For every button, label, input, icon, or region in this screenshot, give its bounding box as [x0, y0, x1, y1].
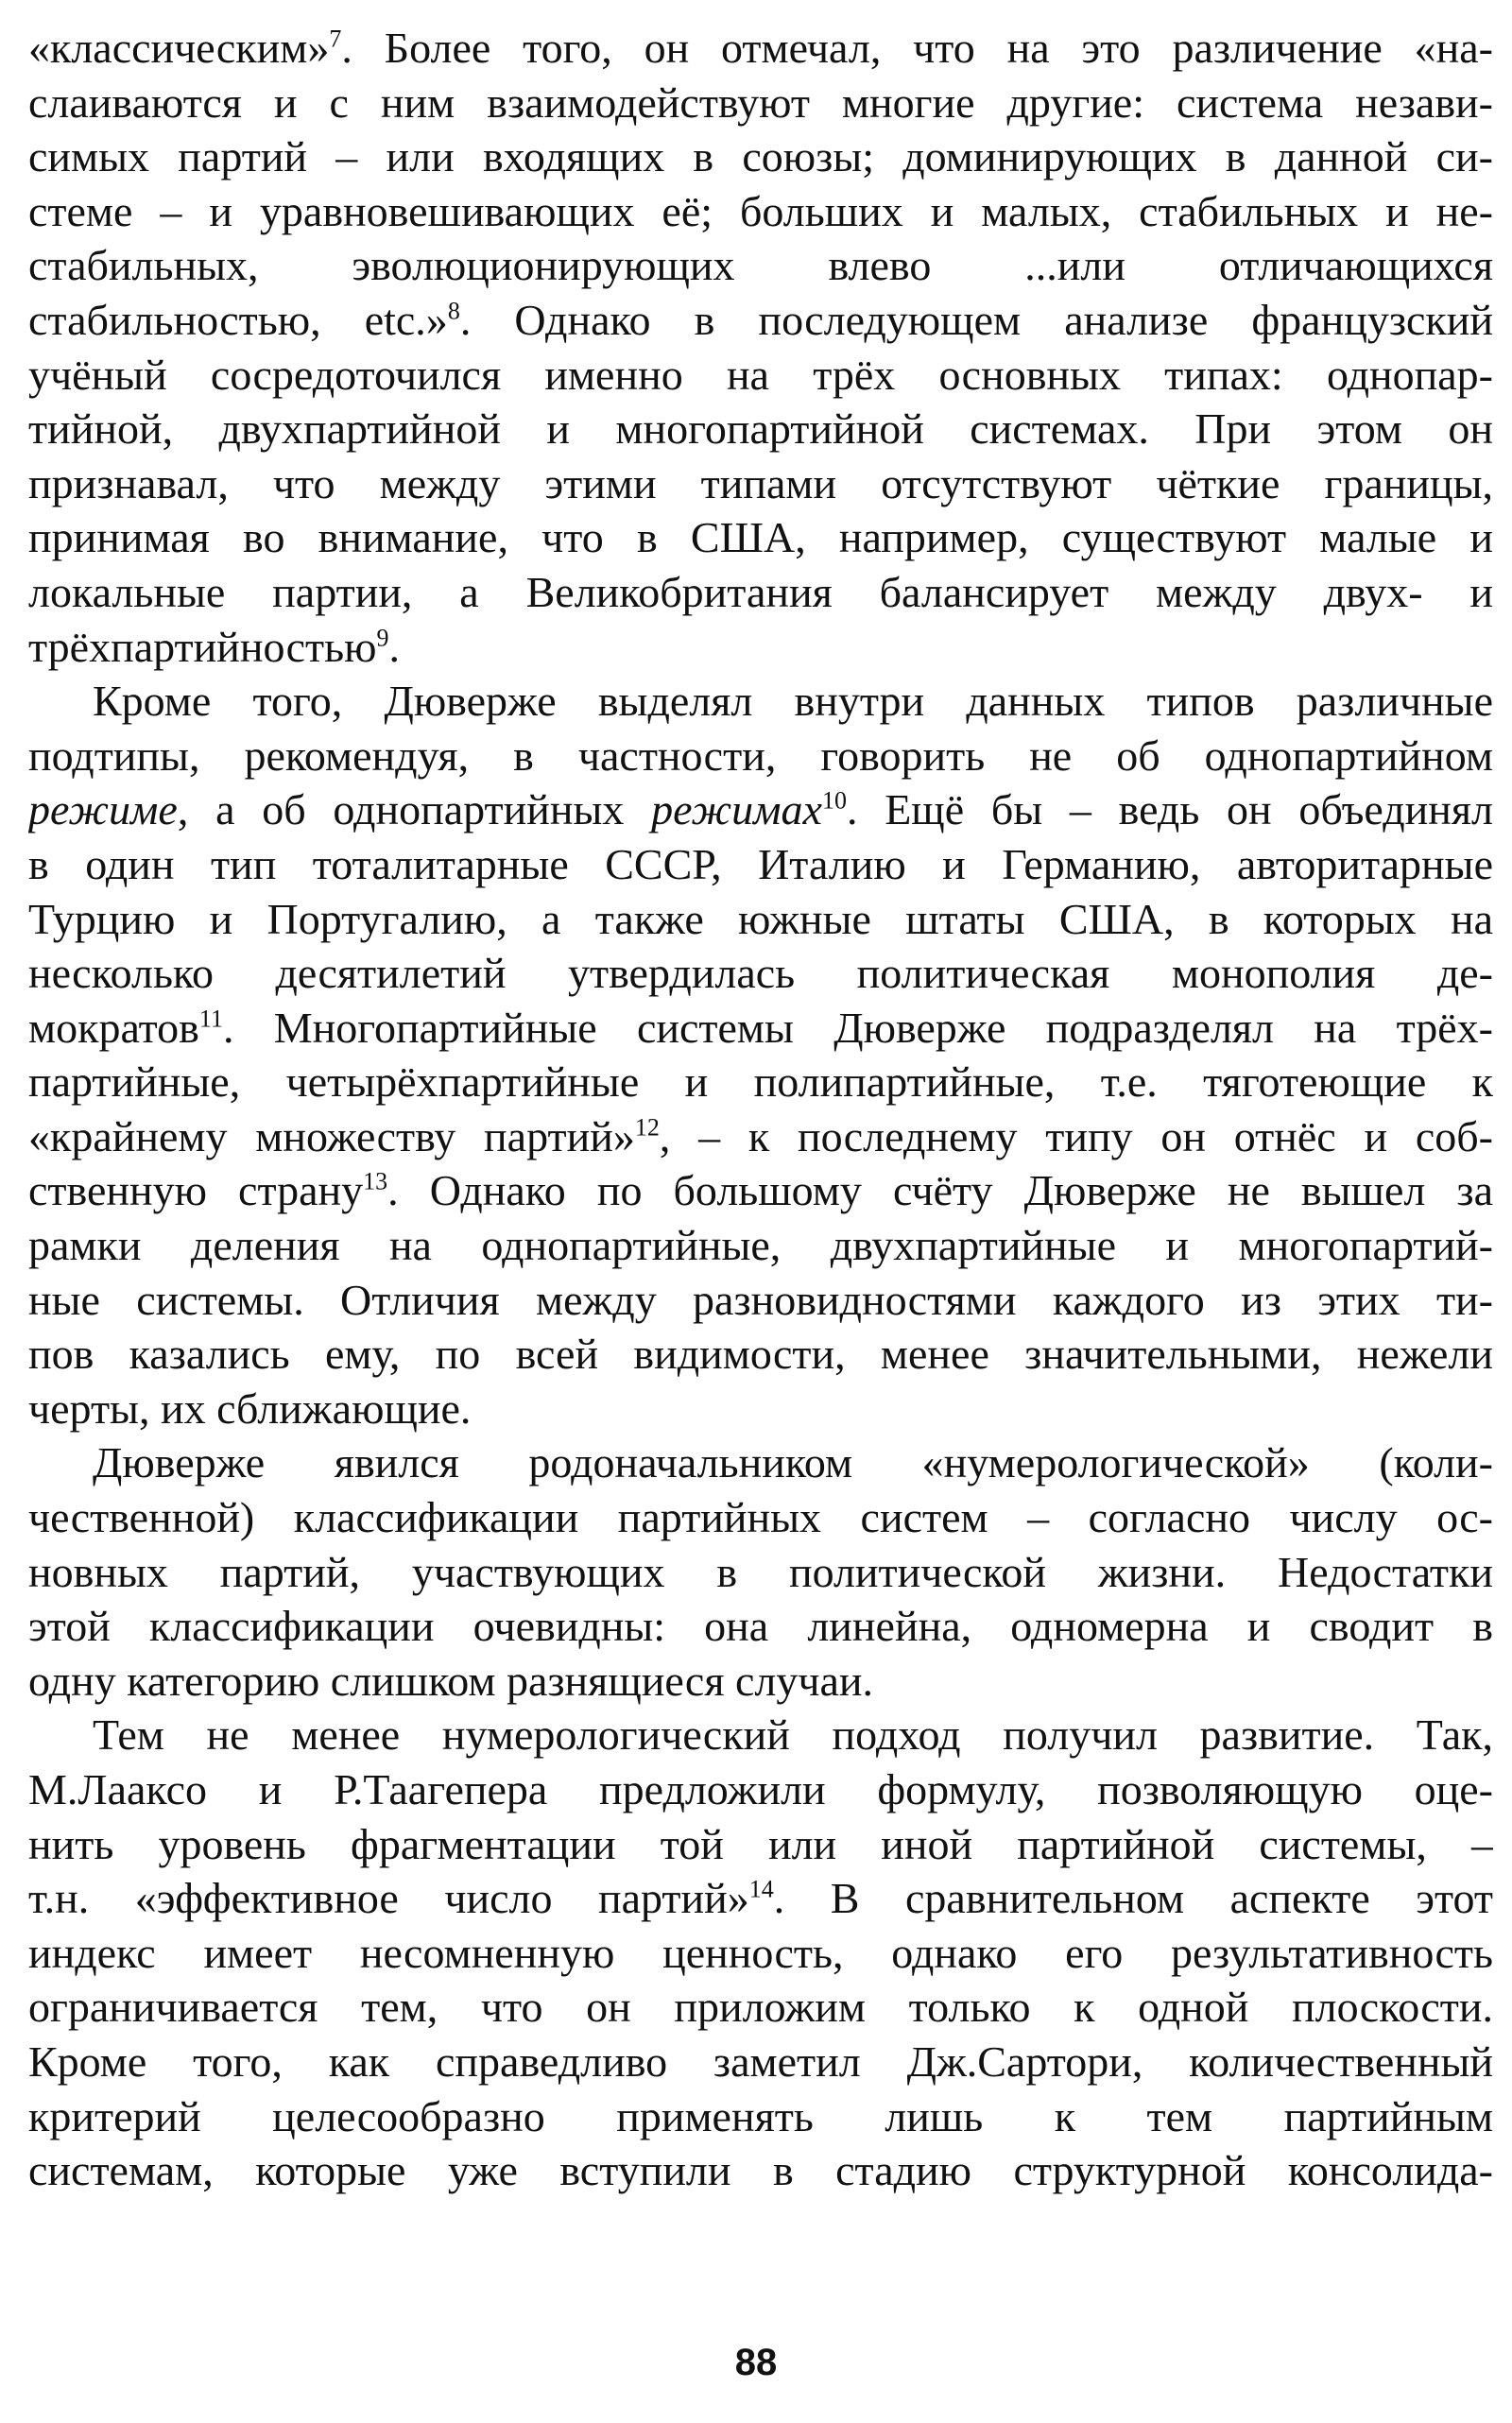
text-run: новных партий, участвующих в политической жизни. Недостатки: [28, 1547, 1493, 1596]
footnote-reference: 13: [363, 1168, 388, 1196]
text-run: в один тип тоталитарные СССР, Италию и Германию, авторитарные: [28, 839, 1493, 888]
paragraph: [28, 674, 1493, 1435]
text-line: [28, 2089, 1493, 2144]
text-line: [28, 293, 1493, 348]
text-line: [28, 1708, 1493, 1762]
text-run: . Однако в последующем анализе французский: [459, 295, 1493, 344]
text-run: . Ещё бы – ведь он объединял: [846, 785, 1493, 834]
text-run: Дюверже явился родоначальником «нумерологической» (коли-: [93, 1438, 1493, 1487]
text-line: [28, 1654, 1493, 1709]
footnote-reference: 7: [329, 25, 342, 53]
footnote-reference: 11: [198, 1005, 223, 1033]
text-run: системам, которые уже вступили в стадию структурной консолида-: [28, 2146, 1493, 2195]
text-line: [28, 1218, 1493, 1273]
text-run: М.Лааксо и Р.Таагепера предложили формулу, позволяющую оце-: [28, 1765, 1493, 1813]
text-line: [28, 837, 1493, 892]
text-run: ные системы. Отличия между разновидностями каждого из этих ти-: [28, 1275, 1493, 1324]
text-line: [28, 129, 1493, 184]
text-line: [28, 76, 1493, 130]
text-line: [28, 1109, 1493, 1164]
paragraph: [28, 1708, 1493, 2197]
text-run: Кроме того, Дюверже выделял внутри данных типов различные: [93, 677, 1493, 726]
text-line: [28, 1327, 1493, 1382]
text-line: [28, 1926, 1493, 1981]
page-number: 88: [734, 2342, 778, 2383]
footnote-reference: 8: [447, 297, 460, 325]
text-run: Кроме того, как справедливо заметил Дж.Сартори, количественный: [28, 2036, 1493, 2086]
text-run: рамки деления на однопартийные, двухпартийные и многопартий-: [28, 1221, 1493, 1270]
text-run: мократов: [28, 1003, 199, 1052]
text-line: [28, 1545, 1493, 1600]
text-run: стабильностью, etc.»: [28, 295, 448, 344]
text-run: подтипы, рекомендуя, в частности, говорить не об однопартийном: [28, 730, 1493, 780]
text-line: [28, 1001, 1493, 1056]
text-run: чественной) классификации партийных систем – согласно числу ос-: [28, 1493, 1493, 1542]
paragraph: [28, 21, 1493, 674]
text-line: [28, 1273, 1493, 1328]
text-run: Турцию и Португалию, а также южные штаты США, в которых на: [28, 894, 1493, 943]
text-line: [28, 184, 1493, 239]
text-line: [28, 782, 1493, 837]
text-run: . Однако по большому счёту Дюверже не вышел за: [387, 1166, 1493, 1215]
text-run: учёный сосредоточился именно на трёх основных типах: однопар-: [28, 350, 1493, 399]
text-run: . В сравнительном аспекте этот: [773, 1874, 1493, 1923]
text-run: .: [388, 622, 400, 671]
text-line: [28, 510, 1493, 565]
text-run: нить уровень фрагментации той или иной партийной системы, –: [28, 1819, 1493, 1868]
footnote-reference: 9: [376, 624, 389, 652]
text-line: [28, 1599, 1493, 1654]
text-run: принимая во внимание, что в США, например, существуют малые и: [28, 513, 1493, 562]
text-line: [28, 348, 1493, 403]
text-line: [28, 1871, 1493, 1926]
text-run: симых партий – или входящих в союзы; доминирующих в данной си-: [28, 132, 1493, 181]
text-run: индекс имеет несомненную ценность, однако его результативность: [28, 1928, 1493, 1977]
text-run: тийной, двухпартийной и многопартийной системах. При этом он: [28, 404, 1493, 454]
text-run: . Многопартийные системы Дюверже подразделял на трёх-: [222, 1003, 1493, 1052]
text-run: стабильных, эволюционирующих влево ...или отличающихся: [28, 241, 1493, 290]
footnote-reference: 14: [748, 1875, 774, 1903]
text-run: стеме – и уравновешивающих её; больших и малых, стабильных и не-: [28, 186, 1493, 235]
text-line: [28, 565, 1493, 620]
body-text: [28, 21, 1493, 2198]
text-line: [28, 1490, 1493, 1545]
text-run: локальные партии, а Великобритания балансирует между двух- и: [28, 567, 1493, 616]
text-run: черты, их сближающие.: [28, 1383, 472, 1433]
text-run: признавал, что между этими типами отсутствуют чёткие границы,: [28, 458, 1493, 507]
text-line: [28, 620, 1493, 675]
italic-text: режиме: [28, 785, 178, 834]
italic-text: режимах: [651, 785, 822, 834]
text-line: [28, 892, 1493, 947]
text-line: [28, 946, 1493, 1001]
text-line: [28, 1980, 1493, 2035]
footnote-reference: 10: [821, 786, 847, 815]
text-run: т.н. «эффективное число партий»: [28, 1874, 749, 1923]
text-run: ственную страну: [28, 1166, 364, 1215]
paragraph: [28, 1435, 1493, 1708]
text-line: [28, 1435, 1493, 1490]
text-run: слаиваются и с ним взаимодействуют многие другие: система незави-: [28, 77, 1493, 127]
text-run: несколько десятилетий утвердилась политическая монополия де-: [28, 949, 1493, 998]
text-line: [28, 2143, 1493, 2198]
text-run: этой классификации очевидны: она линейна, одномерна и сводит в: [28, 1602, 1493, 1651]
text-run: одну категорию слишком разнящиеся случаи.: [28, 1656, 874, 1705]
text-line: [28, 1762, 1493, 1817]
text-run: . Более того, он отмечал, что на это различение «на-: [341, 24, 1493, 72]
text-run: , а об однопартийных: [177, 785, 652, 834]
text-run: , – к последнему типу он отнёс и соб-: [659, 1111, 1493, 1160]
text-line: [28, 1817, 1493, 1872]
text-line: [28, 1382, 1493, 1436]
text-run: партийные, четырёхпартийные и полипартийные, т.е. тяготеющие к: [28, 1057, 1493, 1107]
text-run: «крайнему множеству партий»: [28, 1111, 635, 1160]
text-line: [28, 729, 1493, 783]
text-line: [28, 2035, 1493, 2089]
text-line: [28, 456, 1493, 511]
text-line: [28, 1163, 1493, 1218]
text-line: [28, 21, 1493, 76]
text-run: пов казались ему, по всей видимости, менее значительными, нежели: [28, 1330, 1493, 1379]
text-run: Тем не менее нумерологический подход получил развитие. Так,: [93, 1710, 1493, 1760]
text-line: [28, 238, 1493, 293]
text-run: «классическим»: [28, 24, 330, 72]
text-line: [28, 674, 1493, 729]
footnote-reference: 12: [634, 1113, 660, 1142]
text-run: ограничивается тем, что он приложим только к одной плоскости.: [28, 1983, 1493, 2032]
text-run: трёхпартийностью: [28, 622, 377, 671]
text-line: [28, 1055, 1493, 1109]
text-run: критерий целесообразно применять лишь к тем партийным: [28, 2091, 1493, 2140]
text-line: [28, 402, 1493, 456]
document-page: [28, 21, 1493, 2198]
